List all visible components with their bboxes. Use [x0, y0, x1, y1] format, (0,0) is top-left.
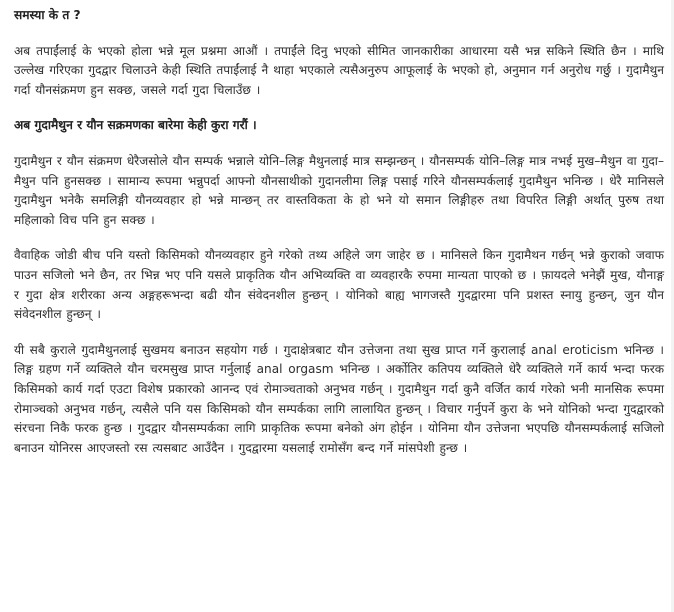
section-heading: अब गुदामैथुन र यौन सक्रमणका बारेमा केही कुरा गरौं ।	[14, 118, 257, 133]
paragraph-2	[14, 246, 664, 324]
paragraph-3	[14, 341, 664, 459]
intro-text: अब तपाईंलाई के भएको होला भन्ने मूल प्रश्नमा आऔं । तपाईंले दिनु भएको सीमित जानकारीका आधारमा यसै भन्न सकिने स्थिति छैन । माथि उल्लेख गरिएका गुदद्वार चिलाउने केही स्थिति तपाईंलाई नै थाहा भएकाले त्यसैअनुरुप आफूलाई के भएको हो, अनुमान गर्न अनुरोध गर्छु । गुदामैथुन गर्दा यौनसंक्रमण हुन सक्छ, जसले गर्दा गुदा चिलाउँछ ।	[14, 43, 664, 97]
paragraph-text: यी सबै कुराले गुदामैथुनलाई सुखमय बनाउन सहयोग गर्छ । गुदाक्षेत्रबाट यौन उत्तेजना तथा सुख प्राप्त गर्ने कुरालाई anal eroticism भनिन्छ । लिङ्ग ग्रहण गर्ने व्यक्तिले यौन चरमसुख प्राप्त गर्नुलाई anal orgasm भनिन्छ । अर्कोतिर कतिपय व्यक्तिले धेरै व्यक्तिले गर्ने कार्य भन्दा फरक किसिमको कार्य गर्दा एउटा विशेष प्रकारको आनन्द एवं रोमाञ्चताको अनुभव गर्छन् । गुदामैथुन गर्दा कुनै वर्जित कार्य गरेको भनी मानसिक रूपमा रोमाञ्चको अनुभव गर्छन्, त्यसैले पनि यस किसिमको यौन सम्पर्कका लागि लालायित हुन्छन् । विचार गर्नुपर्ने कुरा के भने योनिको भन्दा गुदद्वारको संरचना निकै फरक हुन्छ । गुदद्वार यौनसम्पर्कका लागि प्राकृतिक रूपमा बनेको अंग होईन । योनिमा यौन उत्तेजना भएपछि यौनसम्पर्कलाई सजिलो बनाउन योनिरस आएजस्तो रस त्यसबाट आउँदैन । गुदद्वारमा यसलाई रामोसँग बन्द गर्ने मांसपेशी हुन्छ ।	[14, 342, 664, 455]
paragraph-1	[14, 152, 664, 230]
paragraph-text: गुदामैथुन र यौन संक्रमण धेरैजसोले यौन सम्पर्क भन्नाले योनि–लिङ्ग मैथुनलाई मात्र सम्झन्छन् । यौनसम्पर्क योनि–लिङ्ग मात्र नभई मुख–मैथुन वा गुदा–मैथुन पनि हुनसक्छ । सामान्य रूपमा भन्नुपर्दा आफ्नो यौनसाथीको गुदानलीमा लिङ्ग पसाई गरिने यौनसम्पर्कलाई गुदामैथुन भनिन्छ । धेरै मानिसले गुदामैथुन भनेकै समलिङ्गी यौनव्यवहार हो भन्ने मान्छन् तर वास्तविकता के हो भने यो समान लिङ्गीहरु तथा विपरित लिङ्गी अर्थात् पुरुष तथा महिलाको विच पनि हुन सक्छ ।	[14, 153, 664, 227]
article-title: समस्या के त ?	[14, 8, 81, 22]
intro-paragraph	[14, 42, 664, 101]
paragraph-text: वैवाहिक जोडी बीच पनि यस्तो किसिमको यौनव्यवहार हुने गरेको तथ्य अहिले जग जाहेर छ । मानिसले किन गुदामैथन गर्छन् भन्ने कुराको जवाफ पाउन सजिलो भने छैन, तर भिन्न भए पनि यसले प्राकृतिक यौन अभिव्यक्ति वा व्यवहारकै रुपमा मान्यता पाएको छ । फ़ायदले भनेझैं मुख, यौनाङ्ग र गुदा क्षेत्र शरीरका अन्य अङ्गहरूभन्दा बढी यौन संवेदनशील हुन्छन् । योनिको बाह्य भागजस्तै गुदद्वारमा पनि प्रशस्त स्नायु हुन्छन्, जुन यौन संवेदनशील हुन्छन् ।	[14, 248, 664, 322]
